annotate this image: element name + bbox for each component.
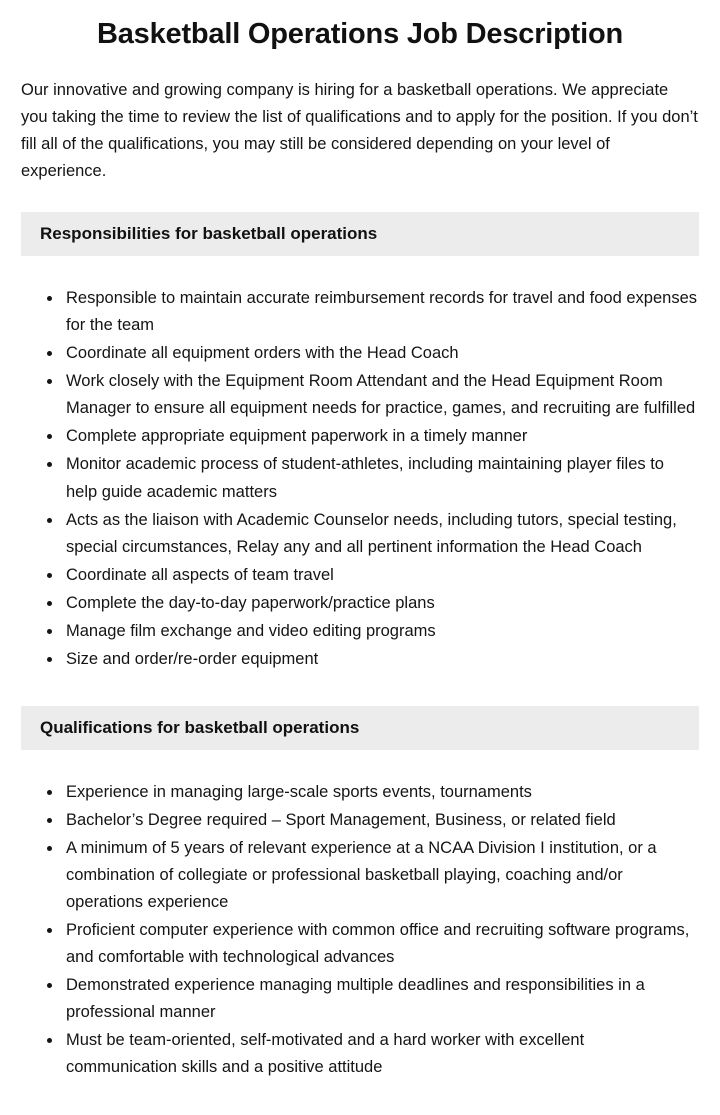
list-item: • Experience in managing large-scale sports events, tournaments	[63, 779, 699, 806]
section-header-responsibilities: Responsibilities for basketball operations	[21, 212, 699, 256]
list-item: • Coordinate all aspects of team travel	[63, 562, 699, 589]
list-item: • Complete the day-to-day paperwork/practice plans	[63, 590, 699, 617]
list-item: • Size and order/re-order equipment	[63, 646, 699, 673]
list-item: • Monitor academic process of student-athletes, including maintaining player files to help guide academic matters	[63, 451, 699, 505]
list-item: • Proficient computer experience with common office and recruiting software programs, and comfortable with technological advances	[63, 917, 699, 971]
list-item: • A minimum of 5 years of relevant experience at a NCAA Division I institution, or a combination of collegiate or professional basketball playing, coaching and/or operations experience	[63, 835, 699, 916]
qualifications-list	[21, 779, 699, 1082]
list-item: • Work closely with the Equipment Room Attendant and the Head Equipment Room Manager to ensure all equipment needs for practice, games, and recruiting are fulfilled	[63, 368, 699, 422]
list-item: • Complete appropriate equipment paperwork in a timely manner	[63, 423, 699, 450]
list-item: • Bachelor’s Degree required – Sport Management, Business, or related field	[63, 807, 699, 834]
list-item: • Must be team-oriented, self-motivated and a hard worker with excellent communication skills and a positive attitude	[63, 1027, 699, 1081]
page-title: Basketball Operations Job Description	[96, 18, 623, 50]
list-item: • Acts as the liaison with Academic Counselor needs, including tutors, special testing, special circumstances, Relay any and all pertinent information the Head Coach	[63, 507, 699, 561]
responsibilities-list	[21, 285, 699, 673]
intro-paragraph: Our innovative and growing company is hiring for a basketball operations. We appreciate you taking the time to review the list of qualifications and to apply for the position. If you don’t fill all of the qualifications, you may still be considered depending on your level of experience.	[21, 81, 698, 181]
list-item: • Demonstrated experience managing multiple deadlines and responsibilities in a professional manner	[63, 972, 699, 1026]
list-item: • Manage film exchange and video editing programs	[63, 618, 699, 645]
list-item: • Responsible to maintain accurate reimbursement records for travel and food expenses for the team	[63, 285, 699, 339]
section-header-qualifications: Qualifications for basketball operations	[21, 706, 699, 750]
responsibilities-section	[21, 212, 699, 673]
qualifications-section	[21, 706, 699, 1082]
list-item: • Coordinate all equipment orders with the Head Coach	[63, 340, 699, 367]
